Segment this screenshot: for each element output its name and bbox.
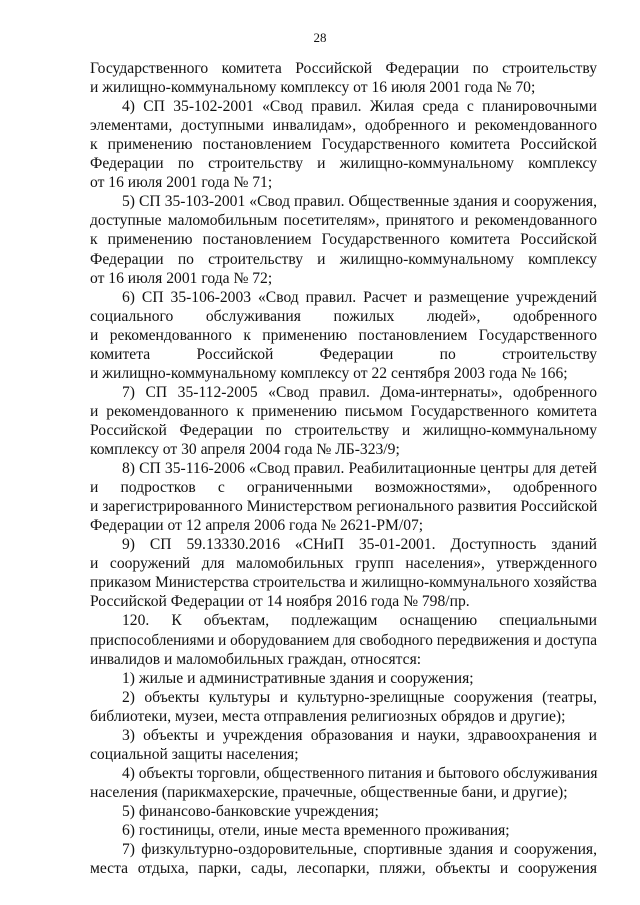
text-line: и подростков с ограниченными возможностями», одобренного — [90, 479, 597, 496]
text-line: доступные маломобильным посетителям», принятого и рекомендованного — [90, 212, 597, 229]
text-line: и зарегистрированного Министерством регионального развития Российской — [90, 498, 598, 515]
text-line: от 16 июля 2001 года № 72; — [90, 270, 273, 287]
text-line: к применению постановлением Государственного комитета Российской — [90, 231, 597, 248]
text-line: элементами, доступными инвалидам», одобренного и рекомендованного — [90, 117, 597, 134]
text-line: Федерации по строительству и жилищно-коммунальному комплексу — [90, 251, 597, 268]
text-line: Российской Федерации от 14 ноября 2016 года № 798/пр. — [90, 593, 470, 610]
text-line: инвалидов и маломобильных граждан, относятся: — [90, 651, 422, 668]
text-line: 6) СП 35-106-2003 «Свод правил. Расчет и размещение учреждений — [122, 289, 597, 306]
text-line: Федерации по строительству и жилищно-коммунальному комплексу — [90, 155, 597, 172]
text-line: приспособлениями и оборудованием для свободного передвижения и доступа — [90, 632, 597, 649]
text-line: и сооружений для маломобильных групп населения», утвержденного — [90, 555, 597, 572]
text-line: комитета Российской Федерации по строительству — [90, 346, 597, 363]
text-line: к применению постановлением Государственного комитета Российской — [90, 136, 597, 153]
text-line: 2) объекты культуры и культурно-зрелищные сооружения (театры, — [122, 689, 597, 706]
text-line: библиотеки, музеи, места отправления религиозных обрядов и другие); — [90, 708, 566, 725]
text-line: и рекомендованного к применению постановлением Государственного — [90, 327, 597, 344]
text-line: 5) СП 35-103-2001 «Свод правил. Общественные здания и сооружения, — [122, 193, 597, 210]
text-line: и жилищно-коммунальному комплексу от 22 сентября 2003 года № 166; — [90, 365, 568, 382]
text-line: Федерации от 12 апреля 2006 года № 2621-РМ/07; — [90, 517, 424, 534]
text-line: приказом Министерства строительства и жилищно-коммунального хозяйства — [90, 574, 597, 591]
text-line: Российской Федерации по строительству и жилищно-коммунальному — [90, 422, 597, 439]
text-line: и жилищно-коммунальному комплексу от 16 июля 2001 года № 70; — [90, 79, 536, 96]
text-line: Государственного комитета Российской Федерации по строительству — [90, 60, 597, 77]
text-line: 1) жилые и административные здания и сооружения; — [122, 670, 474, 687]
text-line: 120. К объектам, подлежащим оснащению специальными — [122, 612, 597, 629]
text-line: социальной защиты населения; — [90, 746, 299, 763]
text-line: населения (парикмахерские, прачечные, общественные бани, и другие); — [90, 784, 568, 801]
text-line: 7) СП 35-112-2005 «Свод правил. Дома-интернаты», одобренного — [122, 384, 597, 401]
text-line: 3) объекты и учреждения образования и науки, здравоохранения и — [122, 727, 597, 744]
text-line: 4) СП 35-102-2001 «Свод правил. Жилая среда с планировочными — [122, 98, 597, 115]
text-line: социального обслуживания пожилых людей», одобренного — [90, 308, 597, 325]
text-line: комплексу от 30 апреля 2004 года № ЛБ-323/9; — [90, 441, 400, 458]
text-line: от 16 июля 2001 года № 71; — [90, 174, 273, 191]
text-line: 9) СП 59.13330.2016 «СНиП 35-01-2001. Доступность зданий — [122, 536, 597, 553]
text-line: места отдыха, парки, сады, лесопарки, пляжи, объекты и сооружения — [90, 860, 597, 877]
text-line: 4) объекты торговли, общественного питания и бытового обслуживания — [122, 765, 598, 782]
text-line: 5) финансово-банковские учреждения; — [122, 803, 379, 820]
text-line: и рекомендованного к применению письмом Государственного комитета — [90, 403, 597, 420]
text-line: 8) СП 35-116-2006 «Свод правил. Реабилитационные центры для детей — [122, 460, 597, 477]
text-line: 7) физкультурно-оздоровительные, спортивные здания и сооружения, — [122, 841, 597, 858]
text-line: 6) гостиницы, отели, иные места временного проживания; — [122, 822, 510, 839]
page-number: 28 — [313, 30, 327, 45]
